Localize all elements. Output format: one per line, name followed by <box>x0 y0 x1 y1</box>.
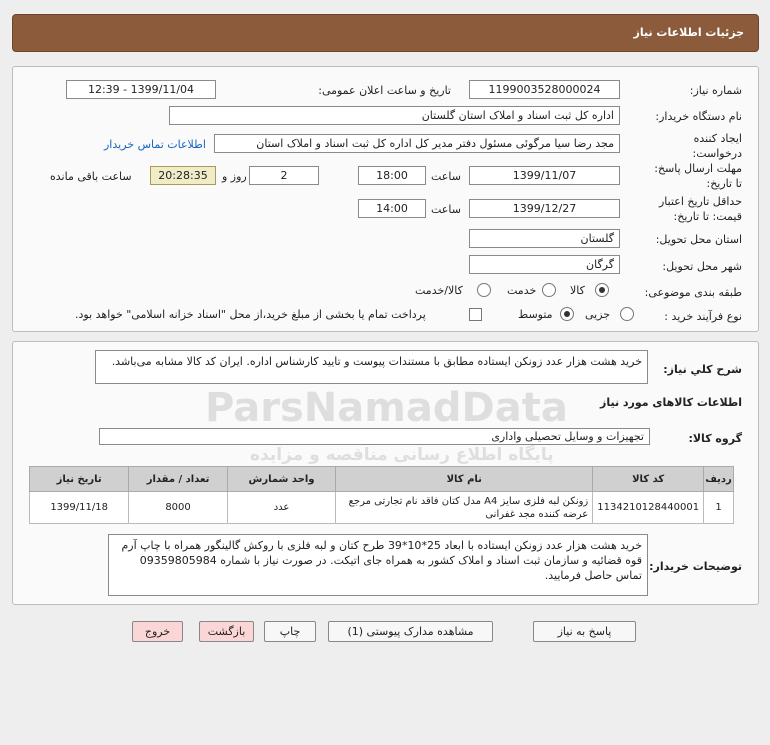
view-attachments-button[interactable]: مشاهده مدارک پیوستی (1) <box>328 621 493 642</box>
table-row <box>30 492 734 524</box>
goods-section-title: اطلاعات کالاهای مورد نیاز <box>600 396 742 409</box>
days-remaining-field: 2 <box>249 166 319 185</box>
buyer-notes-label: توضیحات خریدار: <box>649 560 742 573</box>
exit-button[interactable]: خروج <box>132 621 183 642</box>
remaining-label: ساعت باقی مانده <box>50 170 132 183</box>
category-option-goods-service: کالا/خدمت <box>415 284 463 297</box>
category-option-service: خدمت <box>507 284 537 297</box>
summary-text: خرید هشت هزار عدد زونکن ایستاده مطابق با مستندات پیوست و تایید کارشناس اداره. ایران کد کالا مشابه می‌باشد. <box>95 350 648 384</box>
cell-unit: عدد <box>227 492 335 524</box>
creator-label: ایجاد کننده درخواست: <box>692 132 742 160</box>
category-radio-goods-service[interactable] <box>477 283 491 297</box>
treasury-payment-checkbox[interactable] <box>469 308 482 321</box>
goods-table <box>29 466 734 524</box>
buyer-contact-link[interactable]: اطلاعات تماس خریدار <box>104 138 206 151</box>
cell-row: 1 <box>704 492 734 524</box>
validity-time-field: 14:00 <box>358 199 426 218</box>
category-radio-service[interactable] <box>542 283 556 297</box>
print-button[interactable]: چاپ <box>264 621 316 642</box>
deadline-label: مهلت ارسال پاسخ: تا تاریخ: <box>654 162 742 190</box>
buyer-notes-text: خرید هشت هزار عدد زونکن ایستاده با ابعاد 25*10*39 طرح کتان و لبه فلزی با روکش گالینگور همراه با چاپ آرم قوه قضائیه و سازمان ثبت اسناد و املاک کشور به همراه جای اتیکت. در صورت نیاز با شماره 09359805984 تماس حاصل فرمایید. <box>108 534 648 596</box>
col-name: نام کالا <box>336 467 593 492</box>
need-number-field: 1199003528000024 <box>469 80 620 99</box>
validity-date-field: 1399/12/27 <box>469 199 620 218</box>
cell-qty: 8000 <box>129 492 228 524</box>
buyer-org-field: اداره کل ثبت اسناد و املاک استان گلستان <box>169 106 620 125</box>
page-title: جزئیات اطلاعات نیاز <box>633 26 744 39</box>
category-radio-goods[interactable] <box>595 283 609 297</box>
deadline-time-field: 18:00 <box>358 166 426 185</box>
process-option-minor: جزیی <box>585 308 611 321</box>
treasury-payment-note: پرداخت تمام یا بخشی از مبلغ خرید،از محل "اسناد خزانه اسلامی" خواهد بود. <box>75 308 426 321</box>
process-option-medium: متوسط <box>518 308 553 321</box>
city-field: گرگان <box>469 255 620 274</box>
summary-label: شرح کلي نياز: <box>663 363 742 376</box>
validity-time-label: ساعت <box>431 203 461 216</box>
category-label: طبقه بندی موضوعی: <box>644 286 742 299</box>
days-label: روز و <box>222 170 247 183</box>
process-radio-minor[interactable] <box>620 307 634 321</box>
goods-group-field: تجهیزات و وسایل تحصیلی واداری <box>99 428 650 445</box>
col-qty: تعداد / مقدار <box>129 467 228 492</box>
deadline-date-field: 1399/11/07 <box>469 166 620 185</box>
creator-field: مجد رضا سیا مرگوئی مسئول دفتر مدیر کل اداره کل ثبت اسناد و املاک استان <box>214 134 620 153</box>
province-field: گلستان <box>469 229 620 248</box>
announce-label: تاریخ و ساعت اعلان عمومی: <box>318 84 451 97</box>
page-header <box>12 14 759 52</box>
watermark-brand: ParsNamadData <box>205 385 568 431</box>
countdown-timer: 20:28:35 <box>150 166 216 185</box>
buyer-org-label: نام دستگاه خریدار: <box>655 110 742 123</box>
category-option-goods: کالا <box>570 284 585 297</box>
cell-name: زونکن لبه فلزی سایز A4 مدل کتان فاقد نام تجارتی مرجع عرضه کننده مجد غفرانی <box>336 492 593 524</box>
goods-table-header <box>30 467 734 492</box>
city-label: شهر محل تحویل: <box>662 260 742 273</box>
province-label: استان محل تحویل: <box>655 233 742 246</box>
process-radio-medium[interactable] <box>560 307 574 321</box>
col-code: کد کالا <box>593 467 704 492</box>
col-unit: واحد شمارش <box>227 467 335 492</box>
cell-date: 1399/11/18 <box>30 492 129 524</box>
cell-code: 1134210128440001 <box>593 492 704 524</box>
need-number-label: شماره نیاز: <box>689 84 742 97</box>
announce-datetime-field: 1399/11/04 - 12:39 <box>66 80 216 99</box>
process-label: نوع فرآیند خرید : <box>664 310 742 323</box>
col-row: ردیف <box>704 467 734 492</box>
watermark-subtitle: پایگاه اطلاع رسانی مناقصه و مزایده <box>250 445 554 465</box>
back-button[interactable]: بازگشت <box>199 621 254 642</box>
validity-label: حداقل تاریخ اعتبار قیمت: تا تاریخ: <box>658 195 742 223</box>
goods-group-label: گروه کالا: <box>688 432 742 445</box>
col-date: تاریخ نیاز <box>30 467 129 492</box>
reply-button[interactable]: پاسخ به نیاز <box>533 621 636 642</box>
deadline-time-label: ساعت <box>431 170 461 183</box>
